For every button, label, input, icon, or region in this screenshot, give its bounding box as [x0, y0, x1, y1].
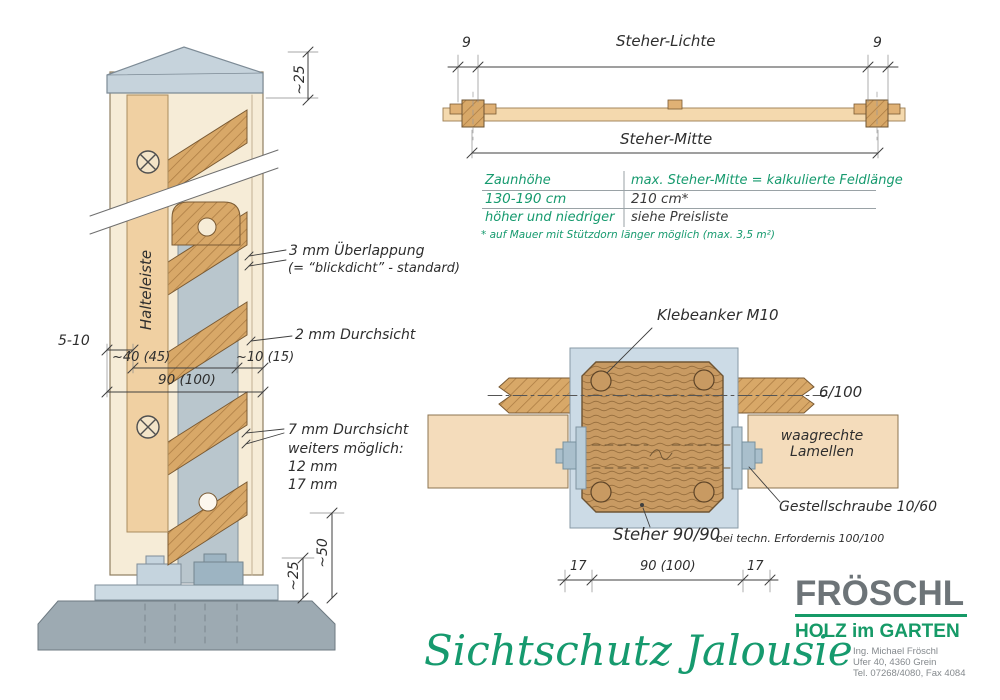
dim-sockel: ~50	[314, 538, 331, 568]
dim-gap: ~10 (15)	[236, 350, 295, 365]
label-option-17: 17 mm	[288, 477, 338, 493]
label-waagrechte-lamellen: waagrechte Lamellen	[780, 428, 864, 461]
label-option-12: 12 mm	[288, 459, 338, 475]
dim-platte: ~25	[285, 561, 302, 591]
dim-17-right: 17	[747, 559, 764, 574]
logo-address: Ing. Michael Fröschl Ufer 40, 4360 Grein Tel. 07268/4080, Fax 4084	[853, 646, 966, 679]
label-durchsicht-7mm: 7 mm Durchsicht	[288, 422, 409, 438]
label-overlap: 3 mm Überlappung	[289, 243, 425, 259]
dim-90-100: 90 (100)	[640, 559, 696, 574]
logo-wordmark: FRÖSCHL	[795, 574, 965, 613]
label-overlap-note: (= “blickdicht” - standard)	[288, 261, 460, 276]
table-footnote: * auf Mauer mit Stützdorn länger möglich (max. 3,5 m²)	[481, 229, 775, 241]
dim-offset: 5-10	[58, 333, 90, 349]
anchor-shoe-left	[137, 564, 181, 585]
label-steher-note: bei techn. Erfordernis 100/100	[716, 532, 885, 545]
label-gestellschraube: Gestellschraube 10/60	[779, 499, 938, 515]
label-weiters: weiters möglich:	[288, 441, 404, 457]
table-r1c2: max. Steher-Mitte = kalkulierte Feldlänge	[631, 173, 903, 188]
table-r2c1: 130-190 cm	[485, 191, 567, 207]
label-steher-mitte: Steher-Mitte	[620, 130, 713, 148]
dim-9-right: 9	[873, 35, 882, 51]
label-steher-lichte: Steher-Lichte	[616, 32, 716, 50]
page-title: Sichtschutz Jalousie	[424, 626, 853, 675]
post-cap	[107, 47, 263, 93]
dim-17-left: 17	[570, 559, 587, 574]
logo-rule	[795, 614, 967, 617]
halteleiste-label: Halteleiste	[137, 249, 156, 331]
table-r2c2: 210 cm*	[631, 191, 689, 207]
table-r1c1: Zaunhöhe	[485, 173, 551, 188]
table-r3c2: siehe Preisliste	[631, 210, 729, 225]
dim-leiste: ~40 (45)	[112, 350, 171, 365]
spacer-tab	[668, 100, 682, 109]
lamella-bar	[443, 108, 905, 121]
label-profil-6-100: 6/100	[819, 383, 863, 401]
base-plate	[95, 585, 278, 600]
anchor-shoe-right	[194, 562, 243, 585]
dim-width: 90 (100)	[158, 372, 216, 388]
dim-9-left: 9	[462, 35, 471, 51]
label-durchsicht-2mm: 2 mm Durchsicht	[295, 327, 416, 343]
dim-cap-height: ~25	[291, 65, 308, 95]
table-r3c1: höher und niedriger	[485, 210, 615, 225]
label-klebeanker: Klebeanker M10	[657, 306, 779, 324]
concrete-base	[38, 601, 335, 650]
logo-tagline: HOLZ im GARTEN	[795, 621, 960, 642]
lamella-left	[428, 415, 568, 488]
label-steher: Steher 90/90	[613, 525, 721, 544]
